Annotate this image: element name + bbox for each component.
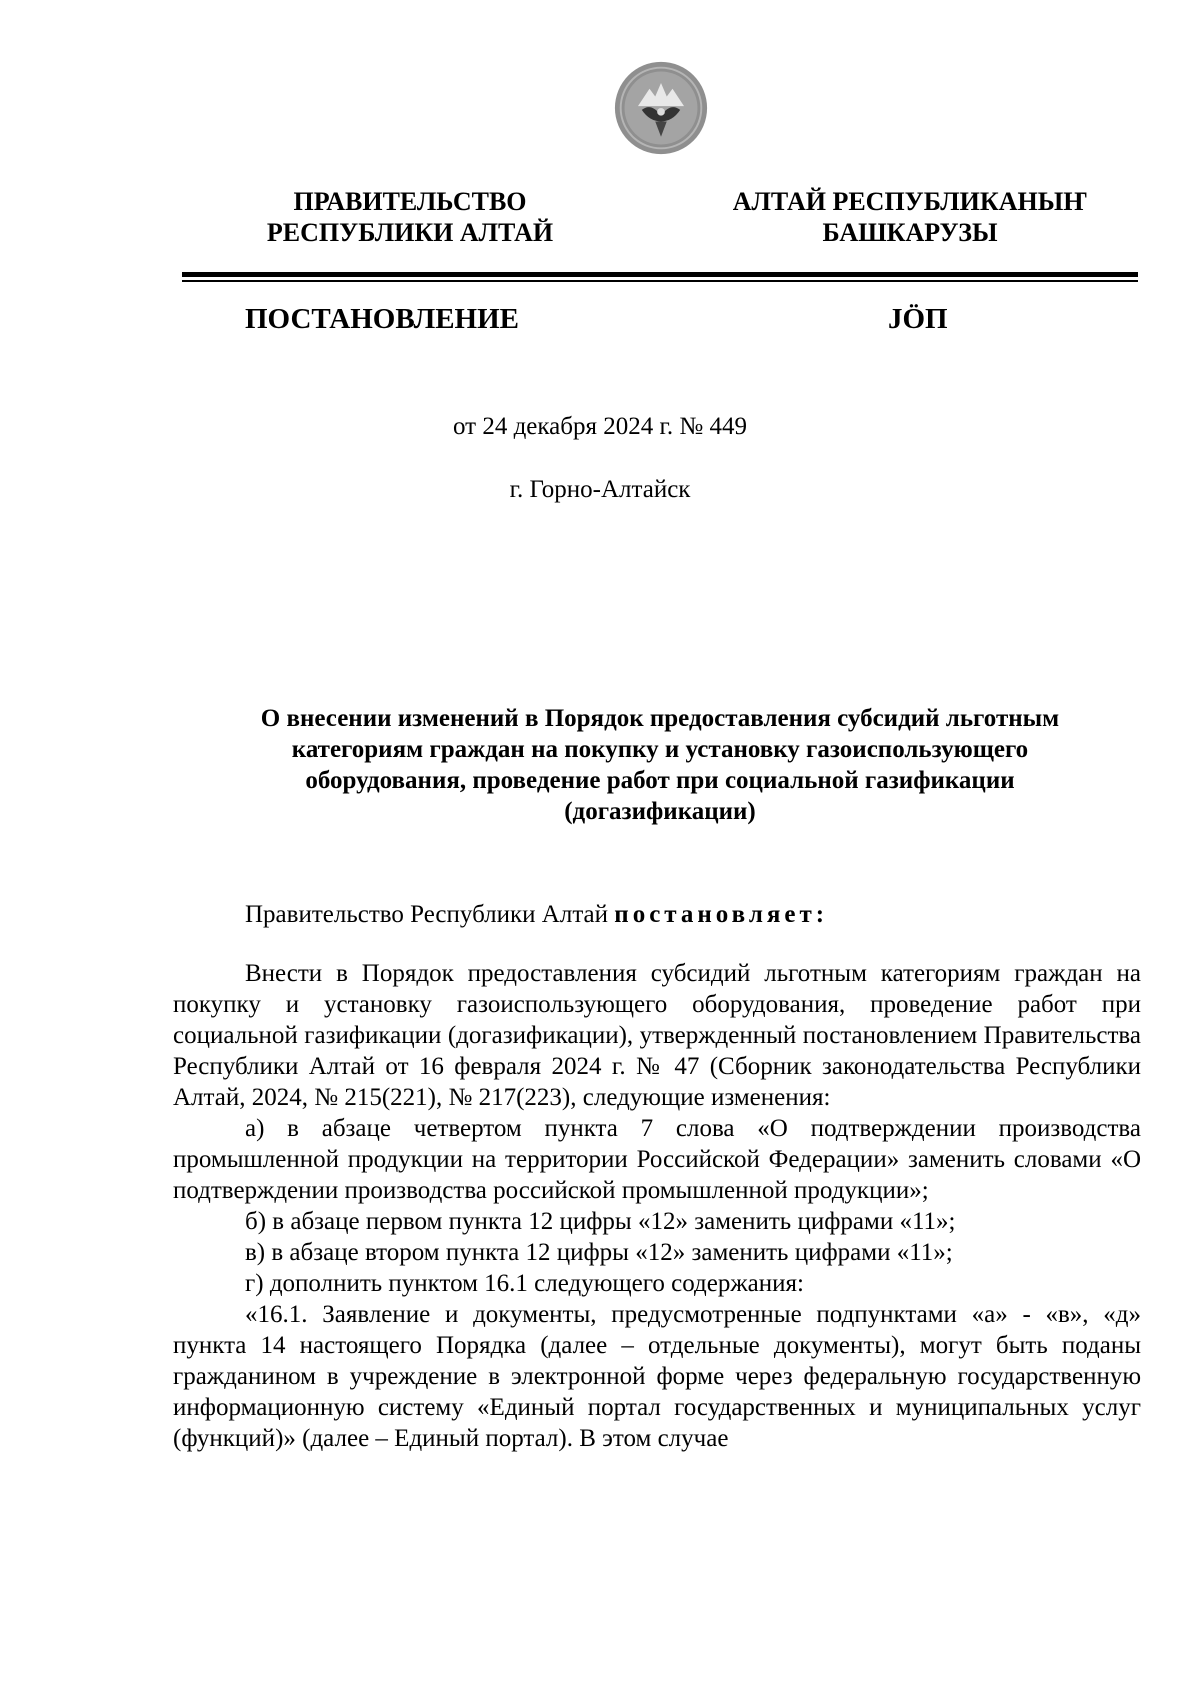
body-paragraph: Внести в Порядок предоставления субсидий льготным категориям граждан на покупку и установку газоиспользующего оборудования, проведение работ при социальной газификации (догазификации), утвержденный постановлением Правительства Республики Алтай от 16 февраля 2024 г. № 47 (Сборник законодательства Республики Алтай, 2024, № 215(221), № 217(223), следующие изменения: [173,960,1141,1111]
republic-emblem-icon [613,60,709,156]
date-line: от 24 декабря 2024 г. № 449 [452,413,748,440]
body-text [173,958,1141,1454]
title-line: категориям граждан на покупку и установку газоиспользующего [291,736,1029,763]
header-divider-thin [182,280,1138,282]
doc-type-right: JÖП [888,303,948,335]
header-left [200,186,620,248]
doc-type-left: ПОСТАНОВЛЕНИЕ [245,303,520,335]
header-left-line2: РЕСПУБЛИКИ АЛТАЙ [266,218,554,247]
header-right-line2: БАШКАРУЗЫ [822,218,998,247]
title-line: (догазификации) [564,798,756,825]
header-right-line1: АЛТАЙ РЕСПУБЛИКАНЫҤ [732,187,1088,216]
city-line: г. Горно-Алтайск [509,476,691,503]
preamble-text: Правительство Республики Алтай [245,901,609,928]
body-paragraph: б) в абзаце первом пункта 12 цифры «12» заменить цифрами «11»; [245,1208,956,1235]
header-right [700,186,1120,248]
title-line: О внесении изменений в Порядок предоставления субсидий льготным [260,705,1060,732]
body-paragraph: «16.1. Заявление и документы, предусмотренные подпунктами «а» - «в», «д» пункта 14 настоящего Порядка (далее – отдельные документы), могут быть поданы гражданином в учреждение в электронной форме через федеральную государственную информационную систему «Единый портал государственных и муниципальных услуг (функций)» (далее – Единый портал). В этом случае [173,1301,1141,1452]
body-paragraph: г) дополнить пунктом 16.1 следующего содержания: [245,1270,804,1297]
preamble-emphasis: постановляет: [614,901,829,928]
body-paragraph: в) в абзаце втором пункта 12 цифры «12» заменить цифрами «11»; [245,1239,953,1266]
document-title [190,703,1130,827]
preamble [245,900,828,930]
body-paragraph: а) в абзаце четвертом пункта 7 слова «О подтверждении производства промышленной продукции на территории Российской Федерации» заменить словами «О подтверждении производства российской промышленной продукции»; [173,1115,1141,1204]
header-left-line1: ПРАВИТЕЛЬСТВО [293,187,527,216]
header-divider-thick [182,272,1138,277]
title-line: оборудования, проведение работ при социальной газификации [305,767,1015,794]
